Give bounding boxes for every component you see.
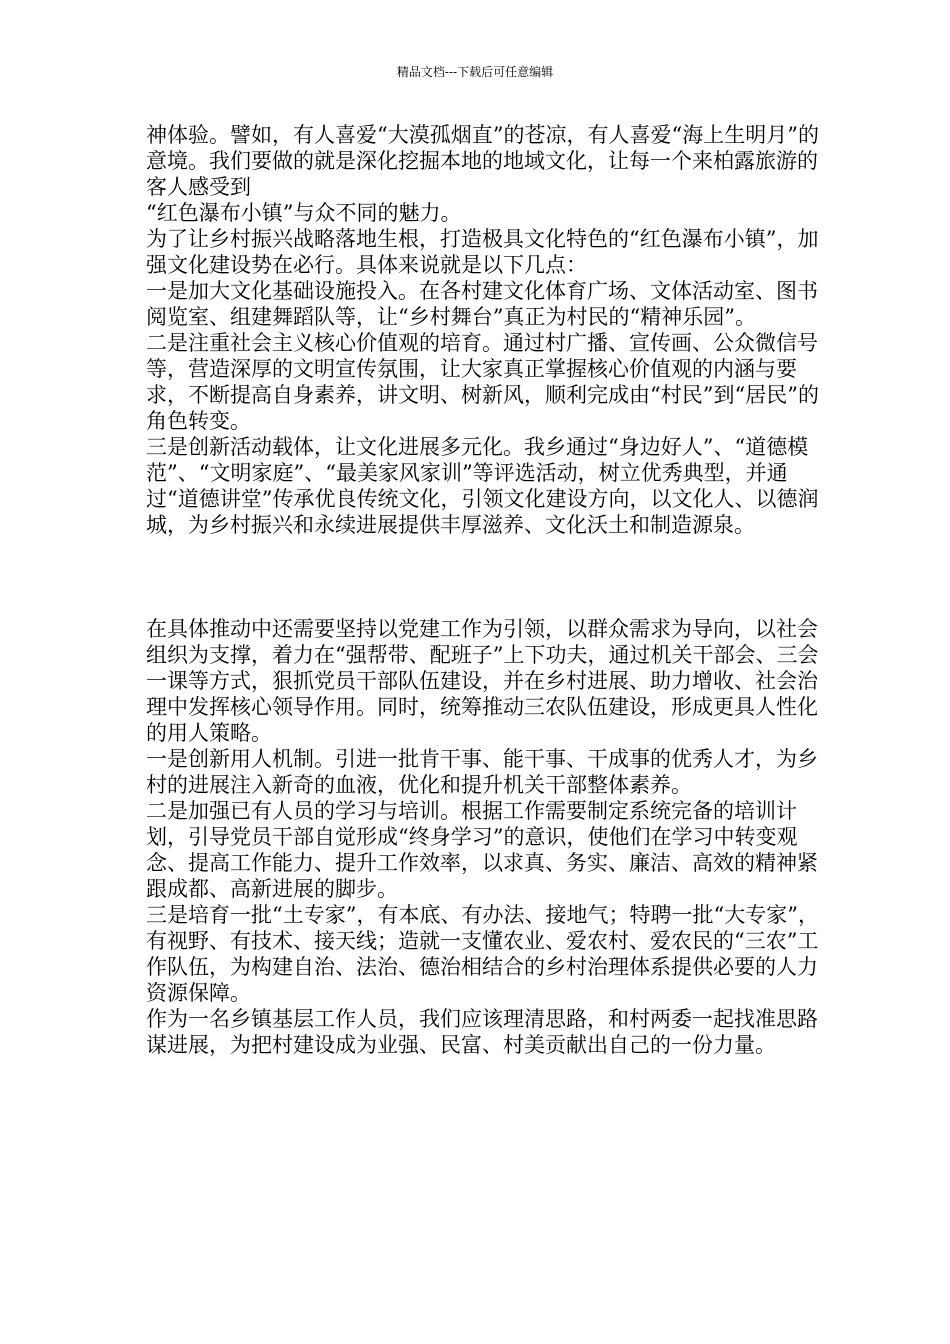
body-paragraph: 作为一名乡镇基层工作人员，我们应该理清思路，和村两委一起找准思路谋进展，为把村建设成为业强、民富、村美贡献出自己的一份力量。 <box>146 1007 818 1057</box>
body-paragraph: 一是加大文化基础设施投入。在各村建文化体育广场、文体活动室、图书阅览室、组建舞蹈队等，让“乡村舞台”真正为村民的“精神乐园”。 <box>146 279 818 329</box>
body-paragraph: “红色瀑布小镇”与众不同的魅力。 <box>146 201 462 225</box>
body-paragraph: 二是注重社会主义核心价值观的培育。通过村广播、宣传画、公众微信号等，营造深厚的文明宣传氛围，让大家真正掌握核心价值观的内涵与要求，不断提高自身素养，讲文明、树新风，顺利完成由“村民”到“居民”的角色转变。 <box>146 331 819 433</box>
body-paragraph: 三是培育一批“土专家”，有本底、有办法、接地气；特聘一批“大专家”，有视野、有技术、接天线；造就一支懂农业、爱农村、爱农民的“三农”工作队伍，为构建自治、法治、德治相结合的乡村治理体系提供必要的人力资源保障。 <box>146 903 819 1005</box>
page-header: 精品文档---下载后可任意编辑 <box>396 65 554 79</box>
body-paragraph: 一是创新用人机制。引进一批肯干事、能干事、干成事的优秀人才，为乡村的进展注入新奇的血液，优化和提升机关干部整体素养。 <box>146 747 818 797</box>
body-paragraph: 三是创新活动载体，让文化进展多元化。我乡通过“身边好人”、“道德模范”、“文明家庭”、“最美家风家训”等评选活动，树立优秀典型，并通过“道德讲堂”传承优良传统文化，引领文化建设方向，以文化人、以德润城，为乡村振兴和永续进展提供丰厚滋养、文化沃土和制造源泉。 <box>146 435 819 537</box>
body-paragraph: 二是加强已有人员的学习与培训。根据工作需要制定系统完备的培训计划，引导党员干部自觉形成“终身学习”的意识，使他们在学习中转变观念、提高工作能力、提升工作效率，以求真、务实、廉洁、高效的精神紧跟成都、高新进展的脚步。 <box>146 799 818 901</box>
body-paragraph: 在具体推动中还需要坚持以党建工作为引领，以群众需求为导向，以社会组织为支撑，着力在“强帮带、配班子”上下功夫，通过机关干部会、三会一课等方式，狠抓党员干部队伍建设，并在乡村进展、助力增收、社会治理中发挥核心领导作用。同时，统筹推动三农队伍建设，形成更具人性化的用人策略。 <box>146 617 819 745</box>
body-paragraph: 神体验。譬如，有人喜爱“大漠孤烟直”的苍凉，有人喜爱“海上生明月”的意境。我们要做的就是深化挖掘本地的地域文化，让每一个来柏露旅游的客人感受到 <box>146 123 819 199</box>
body-paragraph: 为了让乡村振兴战略落地生根，打造极具文化特色的“红色瀑布小镇”，加强文化建设势在必行。具体来说就是以下几点： <box>146 227 819 277</box>
document-body <box>146 122 826 1058</box>
section-spacer <box>146 538 826 616</box>
